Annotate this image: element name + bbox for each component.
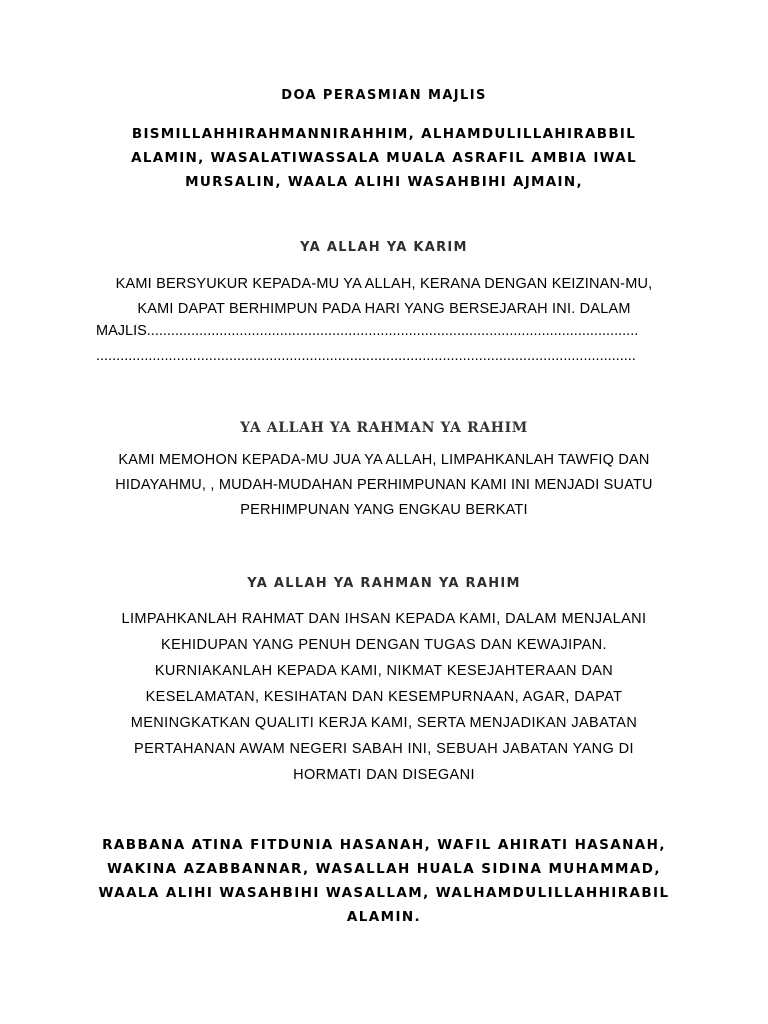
- paragraph-line: HORMATI DAN DISEGANI: [293, 767, 475, 783]
- closing-line: RABBANA ATINA FITDUNIA HASANAH, WAFIL AHIRATI HASANAH,: [102, 837, 666, 853]
- paragraph-rahman-1: [0, 448, 768, 523]
- closing-line: WAKINA AZABBANNAR, WASALLAH HUALA SIDINA MUHAMMAD,: [107, 861, 661, 877]
- paragraph-line: PERTAHANAN AWAM NEGERI SABAH INI, SEBUAH JABATAN YANG DI: [134, 741, 634, 757]
- section-heading-rahman-1: YA ALLAH YA RAHMAN YA RAHIM: [240, 420, 528, 436]
- opening-line: BISMILLAHHIRAHMANNIRAHHIM, ALHAMDULILLAHIRABBIL: [131, 126, 637, 142]
- opening-prayer: [0, 122, 768, 194]
- closing-line: ALAMIN.: [346, 909, 422, 925]
- paragraph-line: PERHIMPUNAN YANG ENGKAU BERKATI: [240, 502, 528, 518]
- paragraph-rahman-2: [0, 606, 768, 788]
- paragraph-line: KEHIDUPAN YANG PENUH DENGAN TUGAS DAN KEWAJIPAN.: [161, 637, 607, 653]
- closing-prayer: [0, 833, 768, 929]
- paragraph-line: LIMPAHKANLAH RAHMAT DAN IHSAN KEPADA KAMI, DALAM MENJALANI: [121, 611, 647, 627]
- paragraph-line: KURNIAKANLAH KEPADA KAMI, NIKMAT KESEJAHTERAAN DAN: [154, 663, 614, 679]
- paragraph-line: KAMI DAPAT BERHIMPUN PADA HARI YANG BERSEJARAH INI. DALAM: [137, 301, 631, 317]
- opening-line: ALAMIN, WASALATIWASSALA MUALA ASRAFIL AMBIA IWAL: [131, 150, 637, 166]
- paragraph-line: KAMI BERSYUKUR KEPADA-MU YA ALLAH, KERANA DENGAN KEIZINAN-MU,: [115, 276, 653, 292]
- paragraph-line: HIDAYAHMU, , MUDAH-MUDAHAN PERHIMPUNAN KAMI INI MENJADI SUATU: [115, 477, 653, 493]
- opening-line: MURSALIN, WAALA ALIHI WASAHBIHI AJMAIN,: [185, 174, 583, 190]
- paragraph-line: KESELAMATAN, KESIHATAN DAN KESEMPURNAAN, AGAR, DAPAT: [145, 689, 623, 705]
- section-heading-rahman-2: YA ALLAH YA RAHMAN YA RAHIM: [247, 576, 521, 591]
- paragraph-karim: [0, 272, 768, 322]
- dotted-fill-line-majlis: MAJLIS..........................................................................................................................: [96, 323, 639, 339]
- paragraph-line: KAMI MEMOHON KEPADA-MU JUA YA ALLAH, LIMPAHKANLAH TAWFIQ DAN: [118, 452, 650, 468]
- closing-line: WAALA ALIHI WASAHBIHI WASALLAM, WALHAMDULILLAHHIRABIL: [98, 885, 670, 901]
- section-heading-karim: YA ALLAH YA KARIM: [300, 240, 468, 255]
- dotted-fill-line: ......................................................................................................................................: [96, 348, 636, 364]
- page-title: DOA PERASMIAN MAJLIS: [281, 88, 487, 103]
- paragraph-line: MENINGKATKAN QUALITI KERJA KAMI, SERTA MENJADIKAN JABATAN: [130, 715, 638, 731]
